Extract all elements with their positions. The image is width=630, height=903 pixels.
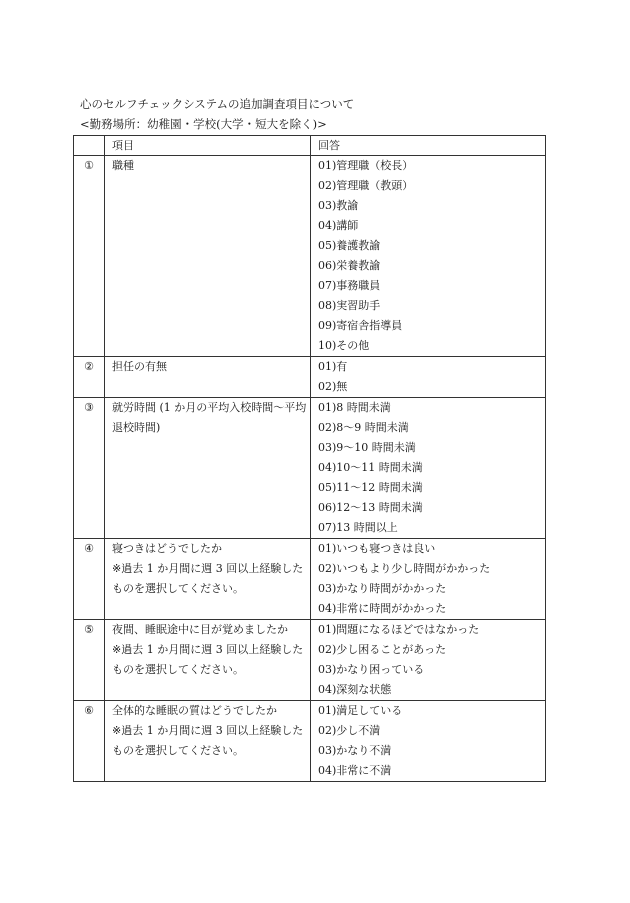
document-title: 心のセルフチェックシステムの追加調査項目について [80, 97, 355, 111]
answer-cell [311, 620, 546, 701]
item-text: 夜間、睡眠途中に目が覚めましたか ※過去 1 か月間に週 3 回以上経験したものを選択してください。 [112, 623, 304, 676]
item-text: 寝つきはどうでしたか ※過去 1 か月間に週 3 回以上経験したものを選択してください。 [112, 542, 304, 595]
answer-cell [311, 156, 546, 357]
answer-option: 09)寄宿舎指導員 [318, 319, 403, 332]
answer-option: 08)実習助手 [318, 299, 381, 312]
table-row [74, 539, 546, 620]
answer-cell [311, 539, 546, 620]
survey-items-table [73, 135, 546, 782]
answer-option: 03)かなり時間がかかった [318, 582, 447, 595]
table-row [74, 156, 546, 357]
answer-option: 07)13 時間以上 [318, 521, 398, 534]
item-cell [105, 620, 311, 701]
answer-option: 07)事務職員 [318, 279, 381, 292]
header-number [74, 136, 105, 156]
header-answer: 回答 [311, 136, 546, 156]
answer-option: 01)8 時間未満 [318, 401, 391, 414]
row-number: ① [74, 156, 105, 357]
row-number: ⑤ [74, 620, 105, 701]
answer-option: 05)養護教諭 [318, 239, 381, 252]
row-number: ④ [74, 539, 105, 620]
header-item: 項目 [105, 136, 311, 156]
answer-option: 01)いつも寝つきは良い [318, 542, 436, 555]
answer-option: 03)かなり困っている [318, 663, 425, 676]
answer-option: 03)教諭 [318, 199, 359, 212]
answer-option: 03)かなり不満 [318, 744, 392, 757]
answer-option: 02)無 [318, 380, 348, 393]
answer-option: 10)その他 [318, 339, 370, 352]
item-cell [105, 156, 311, 357]
answer-cell [311, 701, 546, 782]
item-text: 全体的な睡眠の質はどうでしたか ※過去 1 か月間に週 3 回以上経験したものを選択してください。 [112, 704, 304, 757]
answer-option: 04)深刻な状態 [318, 683, 392, 696]
answer-cell [311, 398, 546, 539]
item-cell [105, 701, 311, 782]
answer-option: 01)問題になるほどではなかった [318, 623, 480, 636]
answer-option: 04)非常に時間がかかった [318, 602, 447, 615]
item-cell [105, 398, 311, 539]
item-text: 担任の有無 [112, 360, 167, 373]
table-body [74, 156, 546, 782]
table-row [74, 620, 546, 701]
answer-option: 02)管理職（教頭） [318, 179, 414, 192]
table-row [74, 701, 546, 782]
answer-option: 03)9～10 時間未満 [318, 441, 416, 454]
answer-option: 01)満足している [318, 704, 403, 717]
item-cell [105, 539, 311, 620]
answer-option: 04)非常に不満 [318, 764, 392, 777]
answer-option: 02)少し不満 [318, 724, 381, 737]
document-subtitle: <勤務場所：幼稚園・学校(大学・短大を除く)> [80, 117, 327, 131]
answer-option: 01)管理職（校長） [318, 159, 414, 172]
item-text: 職種 [112, 159, 134, 172]
answer-option: 06)栄養教諭 [318, 259, 381, 272]
answer-option: 02)いつもより少し時間がかかった [318, 562, 491, 575]
answer-option: 05)11～12 時間未満 [318, 481, 423, 494]
answer-option: 02)8～9 時間未満 [318, 421, 409, 434]
answer-cell [311, 357, 546, 398]
row-number: ② [74, 357, 105, 398]
row-number: ⑥ [74, 701, 105, 782]
answer-option: 04)講師 [318, 219, 359, 232]
item-cell [105, 357, 311, 398]
row-number: ③ [74, 398, 105, 539]
table-row [74, 398, 546, 539]
answer-option: 04)10～11 時間未満 [318, 461, 423, 474]
answer-option: 02)少し困ることがあった [318, 643, 447, 656]
item-text: 就労時間 (1 か月の平均入校時間～平均退校時間) [112, 401, 307, 434]
table-header-row [74, 136, 546, 156]
answer-option: 06)12～13 時間未満 [318, 501, 423, 514]
table-row [74, 357, 546, 398]
answer-option: 01)有 [318, 360, 348, 373]
